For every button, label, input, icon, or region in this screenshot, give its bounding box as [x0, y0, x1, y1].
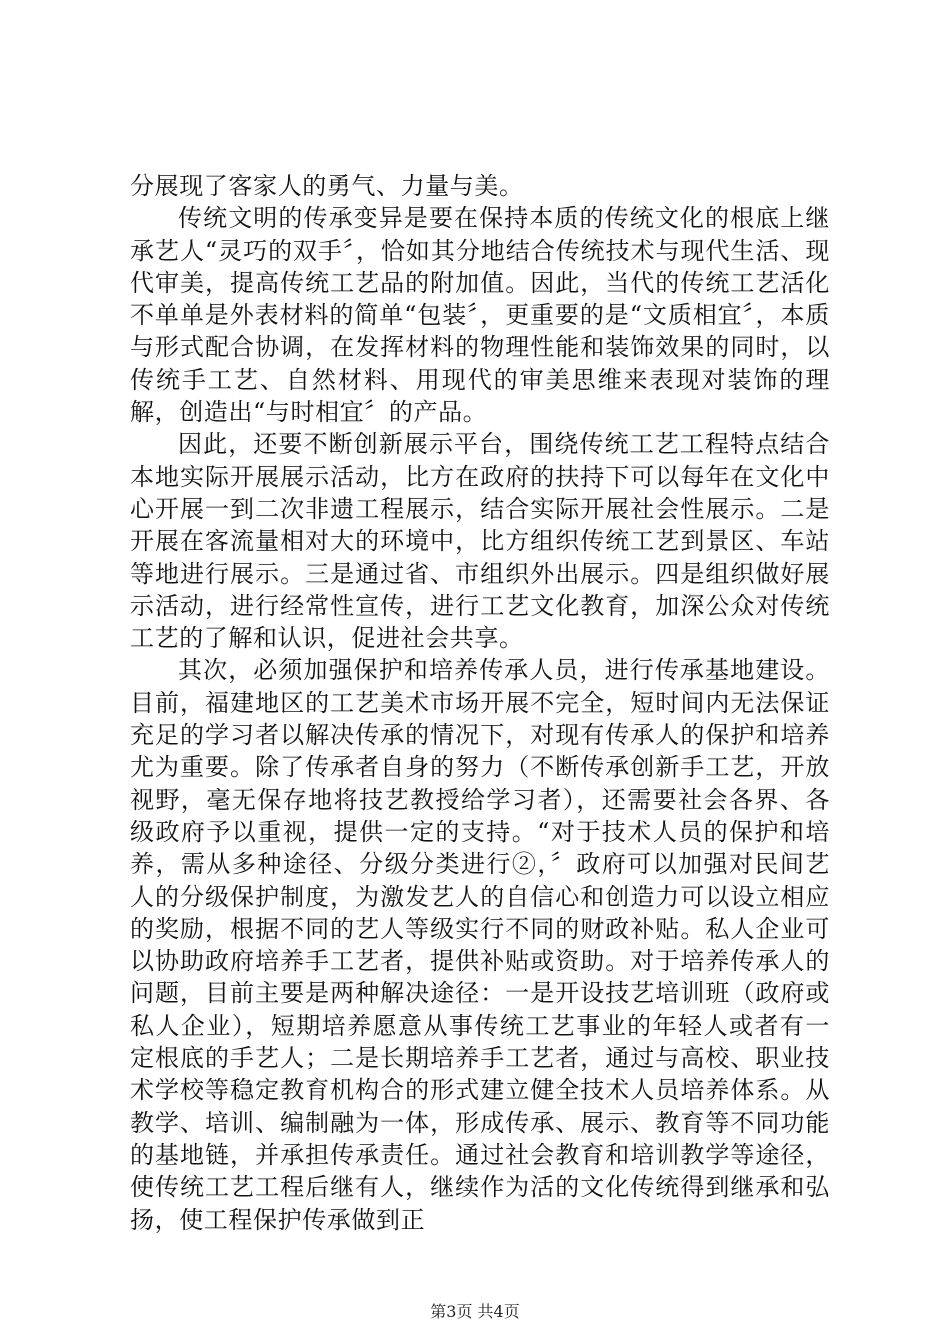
paragraph-exhibition-platform: 因此，还要不断创新展示平台，围绕传统工艺工程特点结合本地实际开展展示活动，比方在政府的扶持下可以每年在文化中心开展一到二次非遗工程展示，结合实际开展社会性展示。二是开展在客流量相对大的环境中，比方组织传统工艺到景区、车站等地进行展示。三是通过省、市组织外出展示。四是组织做好展示活动，进行经常性宣传，进行工艺文化教育，加深公众对传统工艺的了解和认识，促进社会共享。: [130, 430, 830, 653]
paragraph-inheritance: 传统文明的传承变异是要在保持本质的传统文化的根底上继承艺人“灵巧的双手〞，恰如其分地结合传统技术与现代生活、现代审美，提高传统工艺品的附加值。因此，当代的传统工艺活化不单单是外表材料的简单“包装〞，更重要的是“文质相宜〞，本质与形式配合协调，在发挥材料的物理性能和装饰效果的同时，以传统手工艺、自然材料、用现代的审美思维来表现对装饰的理解，创造出“与时相宜〞的产品。: [130, 204, 830, 427]
document-body: [130, 170, 830, 1236]
page-footer: 第3页 共4页: [430, 1302, 520, 1321]
paragraph-inheritor-training: 其次，必须加强保护和培养传承人员，进行传承基地建设。目前，福建地区的工艺美术市场开展不完全，短时间内无法保证充足的学习者以解决传承的情况下，对现有传承人的保护和培养尤为重要。除了传承者自身的努力（不断传承创新手工艺，开放视野，毫无保存地将技艺教授给学习者），还需要社会各界、各级政府予以重视，提供一定的支持。“对于技术人员的保护和培养，需从多种途径、分级分类进行②，〞政府可以加强对民间艺人的分级保护制度，为激发艺人的自信心和创造力可以设立相应的奖励，根据不同的艺人等级实行不同的财政补贴。私人企业可以协助政府培养手工艺者，提供补贴或资助。对于培养传承人的问题，目前主要是两种解决途径：一是开设技艺培训班（政府或私人企业），短期培养愿意从事传统工艺事业的年轻人或者有一定根底的手艺人；二是长期培养手工艺者，通过与高校、职业技术学校等稳定教育机构合的形式建立健全技术人员培养体系。从教学、培训、编制融为一体，形成传承、展示、教育等不同功能的基地链，并承担传承责任。通过社会教育和培训教学等途径，使传统工艺工程后继有人，继续作为活的文化传统得到继承和弘扬，使工程保护传承做到正: [130, 656, 830, 1234]
paragraph-continuation: 分展现了客家人的勇气、力量与美。: [130, 172, 524, 200]
